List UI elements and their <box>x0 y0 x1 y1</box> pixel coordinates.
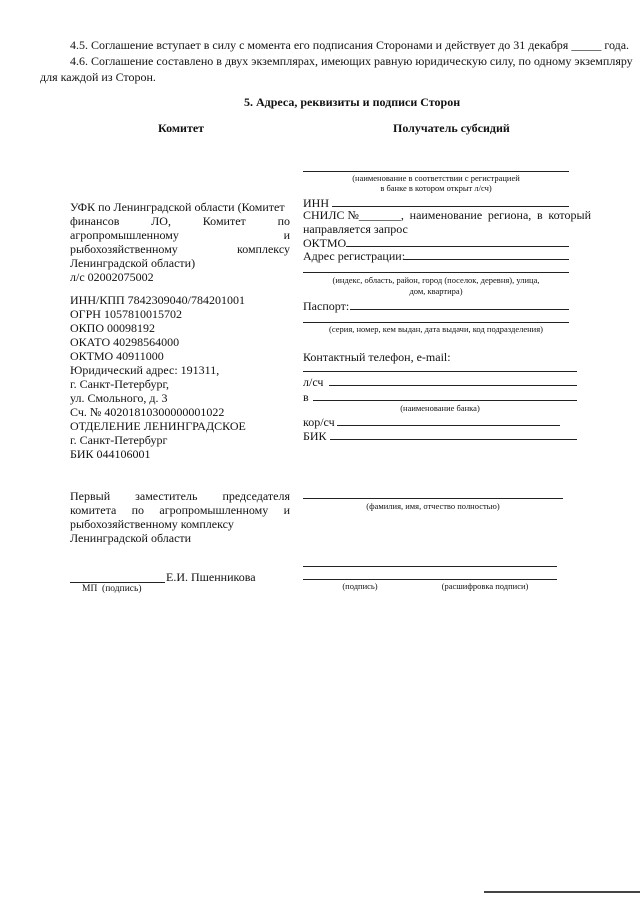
word: ЛО, <box>151 214 171 228</box>
word: Комитет <box>202 214 246 228</box>
word: по <box>277 214 290 228</box>
fio-line <box>303 498 563 499</box>
word: заместитель <box>135 489 198 503</box>
ufk-line-4 <box>70 242 290 256</box>
recipient-signature-line <box>303 579 557 580</box>
detail-line: БИК 044106001 <box>70 447 151 461</box>
passport-caption: (серия, номер, кем выдан, дата выдачи, код подразделения) <box>329 324 543 334</box>
detail-line: ОГРН 1057810015702 <box>70 307 182 321</box>
detail-line: Юридический адрес: 191311, <box>70 363 220 377</box>
contact-label: Контактный телефон, e-mail: <box>303 350 451 364</box>
address-line-1 <box>403 259 569 260</box>
bik-label: БИК <box>303 429 327 443</box>
signer-line-2 <box>70 503 290 517</box>
word: и <box>283 228 290 242</box>
account-label: л/сч <box>303 375 324 389</box>
oktmo-label: ОКТМО <box>303 236 347 250</box>
detail-line: ОКАТО 40298564000 <box>70 335 180 349</box>
right-column-header: Получатель субсидий <box>393 121 510 135</box>
word: СНИЛС №_______, <box>303 208 404 222</box>
address-caption-2: дом, квартира) <box>409 286 463 296</box>
word: финансов <box>70 214 120 228</box>
detail-line: ОТДЕЛЕНИЕ ЛЕНИНГРАДСКОЕ <box>70 419 246 433</box>
word: по <box>131 503 145 517</box>
signer-line-1 <box>70 489 290 503</box>
bank-prefix: в <box>303 390 309 404</box>
sign-caption: (подпись) <box>342 581 378 591</box>
signer-line-4: Ленинградской области <box>70 531 192 545</box>
committee-signer-name: Е.И. Пшенникова <box>166 570 256 584</box>
ufk-line-1: УФК по Ленинградской области (Комитет <box>70 200 285 214</box>
clause-4-5: 4.5. Соглашение вступает в силу с момента его подписания Сторонами и действует до 31 декабря _____ года. <box>70 38 630 52</box>
corr-account-label: кор/сч <box>303 415 335 429</box>
page-edge-mark <box>484 891 640 893</box>
word: Первый <box>70 489 111 503</box>
word: региона, <box>487 208 532 222</box>
word: в <box>536 208 543 222</box>
address-label: Адрес регистрации: <box>303 249 406 263</box>
word: председателя <box>222 489 290 503</box>
word: комитета <box>70 503 117 517</box>
word: агропромышленному <box>70 228 179 242</box>
recipient-extra-line <box>303 566 557 567</box>
detail-line: ул. Смольного, д. 3 <box>70 391 168 405</box>
snils-line-1 <box>303 208 591 222</box>
ufk-line-2 <box>70 214 290 228</box>
recipient-name-caption-1: (наименование в соответствии с регистрацией <box>352 173 520 183</box>
clause-4-6-line1: 4.6. Соглашение составлено в двух экземплярах, имеющих равную юридическую силу, по одному экземпляру <box>70 54 633 68</box>
inn-label: ИНН <box>303 196 329 210</box>
word: наименование <box>409 208 483 222</box>
inn-line <box>332 206 569 207</box>
detail-line: ОКПО 00098192 <box>70 321 156 335</box>
committee-account: л/с 02002075002 <box>70 270 154 284</box>
bank-caption: (наименование банка) <box>400 403 480 413</box>
stamp-caption: МП (подпись) <box>82 584 142 594</box>
passport-line-2 <box>303 322 569 323</box>
snils-line-2: направляется запрос <box>303 222 408 236</box>
committee-details <box>70 293 300 461</box>
decode-caption: (расшифровка подписи) <box>441 581 529 591</box>
committee-block <box>70 200 290 284</box>
detail-line: ИНН/КПП 7842309040/784201001 <box>70 293 246 307</box>
recipient-name-caption-2: в банке в котором открыт л/сч) <box>380 183 492 193</box>
contact-line <box>303 371 577 372</box>
corr-account-line <box>337 425 560 426</box>
bank-line <box>313 400 577 401</box>
address-line-2 <box>303 272 569 273</box>
signer-line-3: рыбохозяйственному комплексу <box>70 517 234 531</box>
ufk-line-5: Ленинградской области) <box>70 256 196 270</box>
committee-signer <box>70 489 290 545</box>
passport-line-1 <box>350 309 569 310</box>
recipient-name-line <box>303 171 569 172</box>
detail-line: ОКТМО 40911000 <box>70 349 164 363</box>
passport-label: Паспорт: <box>303 299 350 313</box>
detail-line: г. Санкт-Петербург, <box>70 377 170 391</box>
left-column-header: Комитет <box>158 121 205 135</box>
word: и <box>283 503 290 517</box>
section-title: 5. Адреса, реквизиты и подписи Сторон <box>244 95 461 109</box>
oktmo-line <box>346 246 569 247</box>
clause-4-6-line2: для каждой из Сторон. <box>40 70 156 84</box>
word: агропромышленному <box>159 503 269 517</box>
word: рыбохозяйственному <box>70 242 178 256</box>
word: который <box>548 208 591 222</box>
fio-caption: (фамилия, имя, отчество полностью) <box>366 501 500 511</box>
detail-line: г. Санкт-Петербург <box>70 433 168 447</box>
address-caption-1: (индекс, область, район, город (поселок, деревня), улица, <box>332 275 540 285</box>
account-line <box>329 385 577 386</box>
detail-line: Сч. № 40201810300000001022 <box>70 405 225 419</box>
bik-line <box>330 439 577 440</box>
ufk-line-3 <box>70 228 290 242</box>
committee-signature-line <box>70 582 165 583</box>
word: комплексу <box>236 242 290 256</box>
